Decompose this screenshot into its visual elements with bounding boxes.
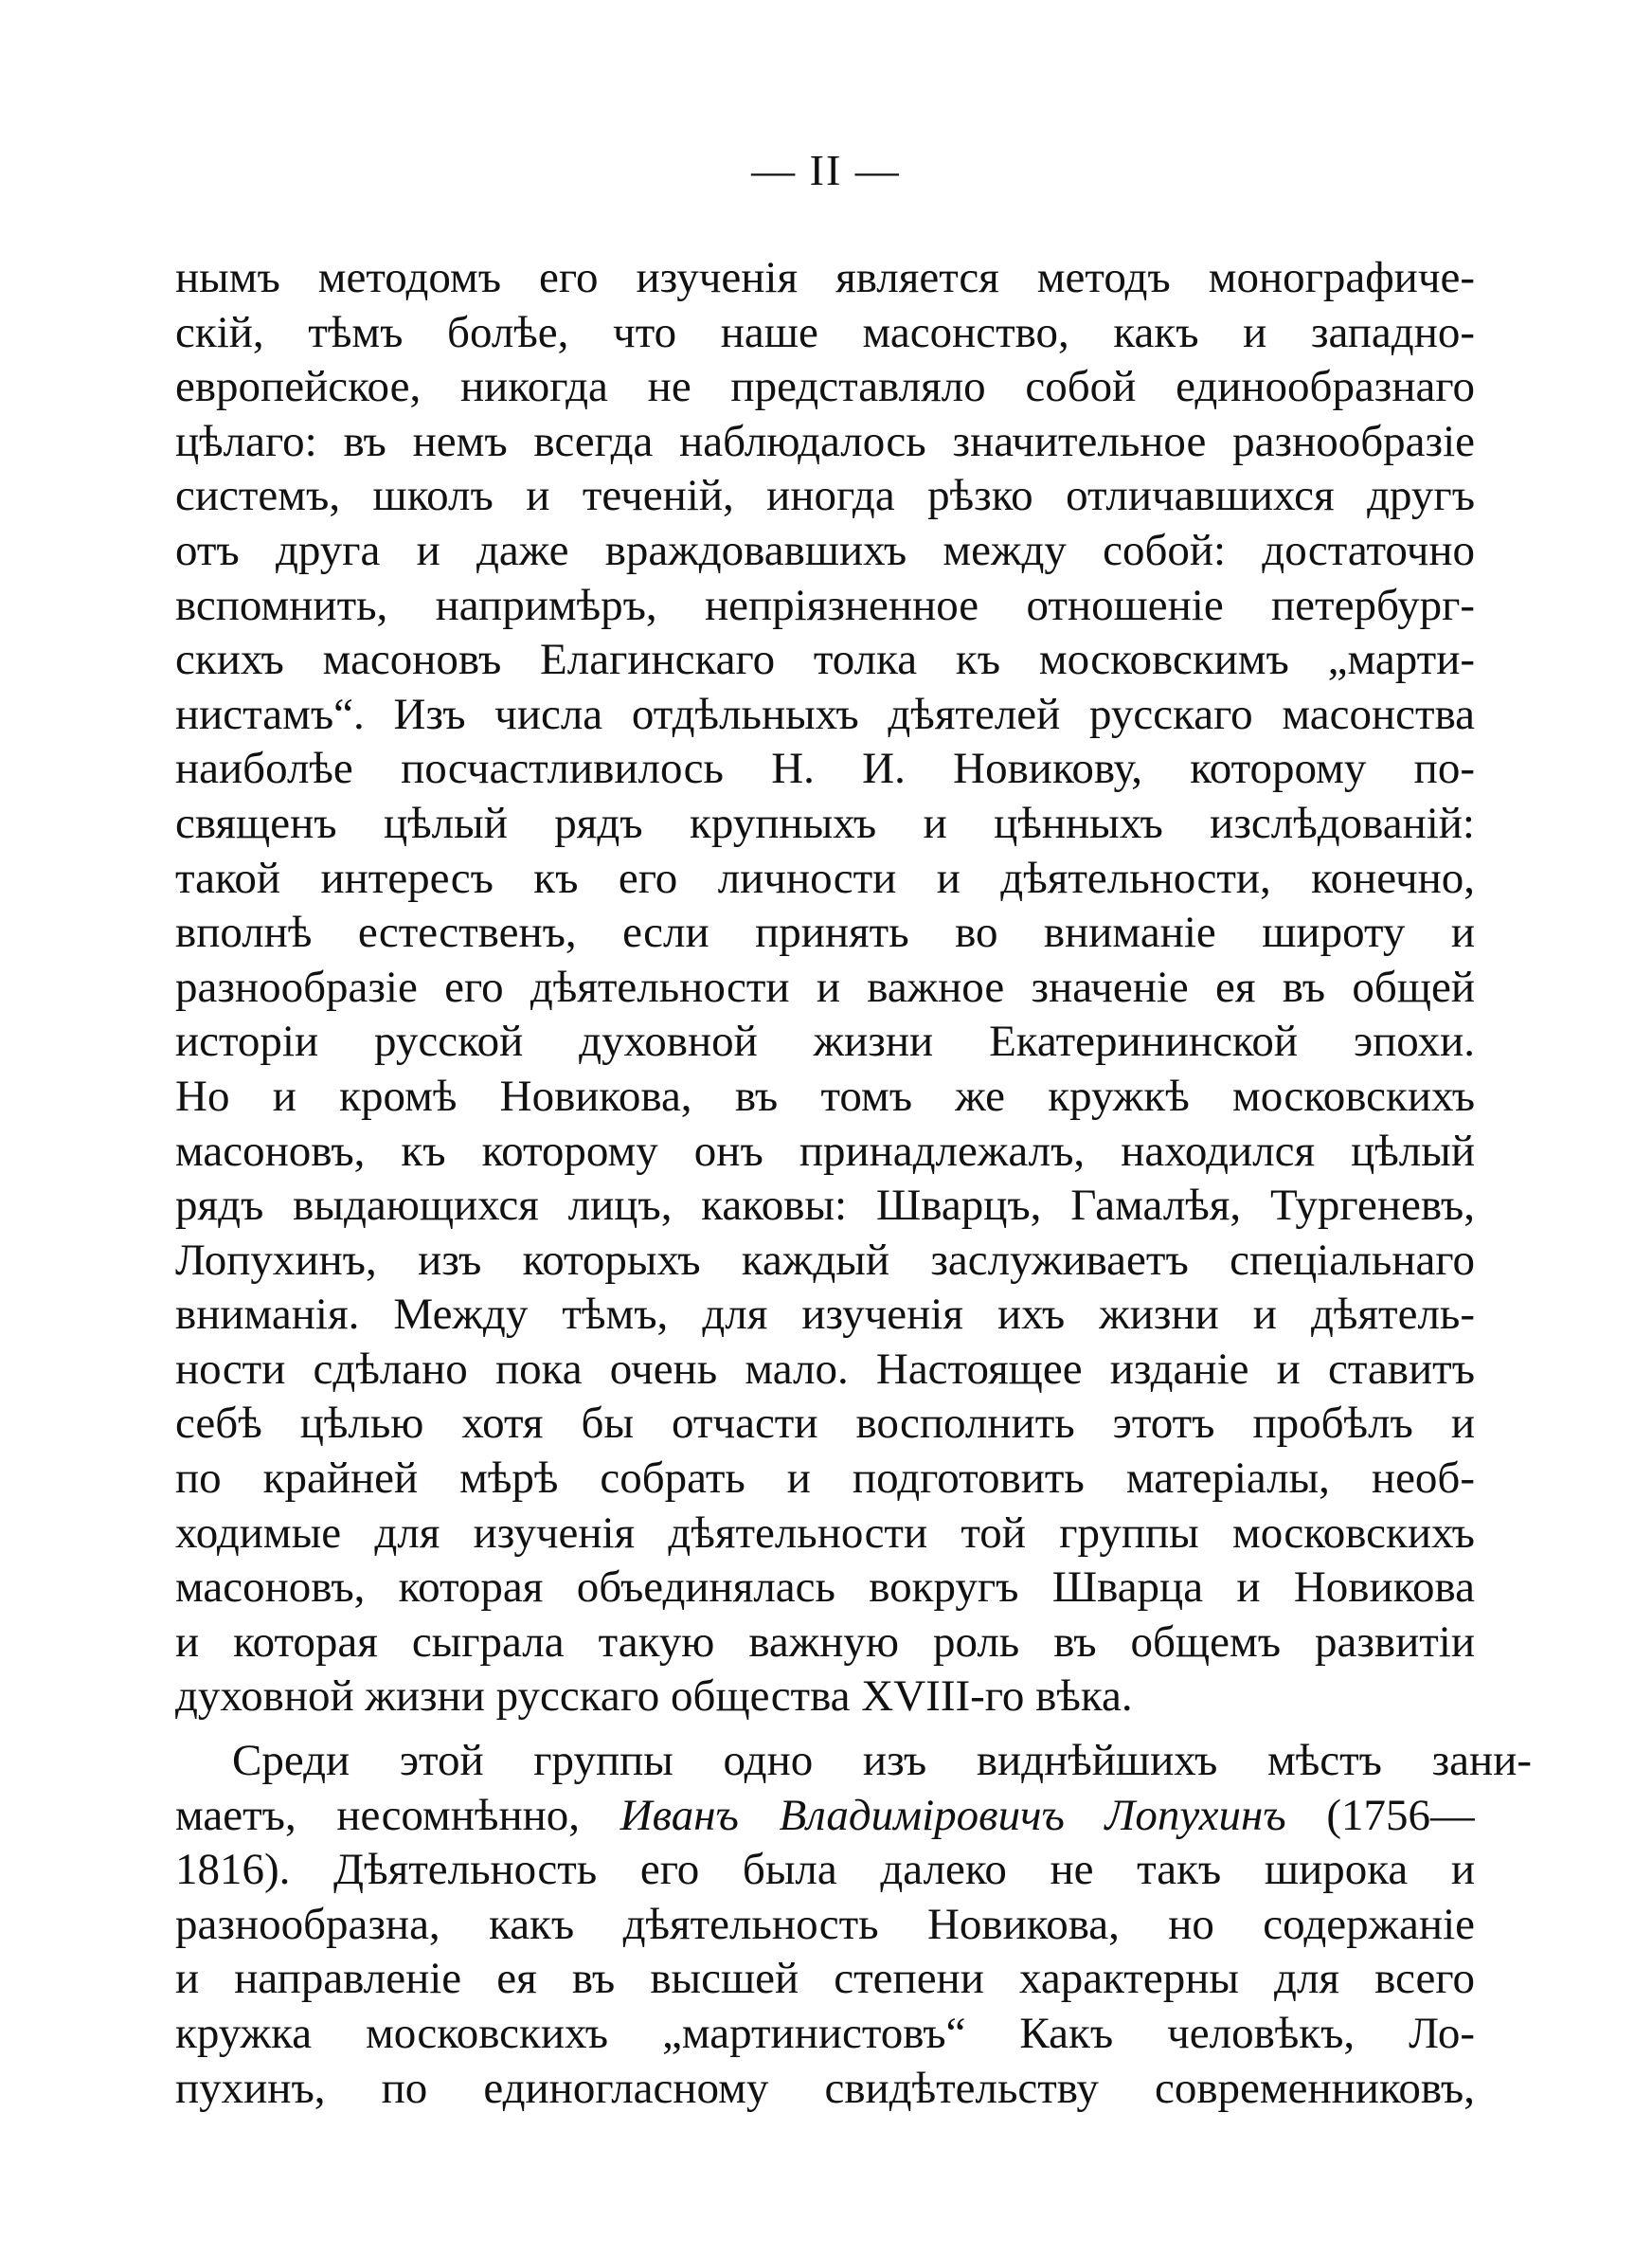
text-line: пухинъ, по единогласному свидѣтельству современниковъ, bbox=[175, 2063, 1475, 2113]
text-line: нистамъ“. Изъ числа отдѣльныхъ дѣятелей русскаго масонства bbox=[175, 689, 1475, 739]
text-line: вполнѣ естественъ, если принять во вниманіе широту и bbox=[175, 908, 1475, 958]
text-line: наиболѣе посчастливилось Н. И. Новикову, которому по- bbox=[175, 744, 1475, 794]
text-line: системъ, школъ и теченій, иногда рѣзко отличавшихся другъ bbox=[175, 471, 1475, 521]
text-segment: маетъ, несомнѣнно, bbox=[175, 1790, 620, 1840]
text-segment: (1756— bbox=[1285, 1790, 1475, 1840]
text-line: ности сдѣлано пока очень мало. Настоящее изданіе и ставитъ bbox=[175, 1344, 1475, 1394]
text-line: Лопухинъ, изъ которыхъ каждый заслуживаетъ спеціальнаго bbox=[175, 1235, 1475, 1285]
paragraph-1 bbox=[175, 251, 1475, 1724]
paragraph-2 bbox=[175, 1734, 1532, 2116]
text-line: Но и кромѣ Новикова, въ томъ же кружкѣ московскихъ bbox=[175, 1071, 1475, 1121]
page-number: — II — bbox=[751, 146, 901, 194]
text-line: вниманія. Между тѣмъ, для изученія ихъ жизни и дѣятель- bbox=[175, 1290, 1475, 1340]
text-line: европейское, никогда не представляло собой единообразнаго bbox=[175, 362, 1475, 412]
text-line: 1816). Дѣятельность его была далеко не такъ широка и bbox=[175, 1845, 1475, 1895]
text-line bbox=[175, 1789, 1475, 1844]
text-line: масоновъ, которая объединялась вокругъ Шварца и Новикова bbox=[175, 1562, 1475, 1613]
text-line: Среди этой группы одно изъ виднѣйшихъ мѣстъ зани- bbox=[232, 1736, 1532, 1786]
text-line: по крайней мѣрѣ собрать и подготовить матеріалы, необ- bbox=[175, 1454, 1475, 1504]
body-text bbox=[175, 251, 1532, 2116]
text-line: цѣлаго: въ немъ всегда наблюдалось значительное разнообразіе bbox=[175, 416, 1475, 466]
text-line: ходимые для изученія дѣятельности той группы московскихъ bbox=[175, 1508, 1475, 1558]
text-line: масоновъ, къ которому онъ принадлежалъ, находился цѣлый bbox=[175, 1126, 1475, 1176]
text-line: исторіи русской духовной жизни Екатерининской эпохи. bbox=[175, 1017, 1475, 1067]
text-line: нымъ методомъ его изученія является методъ монографиче- bbox=[175, 253, 1475, 302]
text-line: вспомнить, напримѣръ, непріязненное отношеніе петербург- bbox=[175, 580, 1475, 630]
text-line: скихъ масоновъ Елагинскаго толка къ московскимъ „марти- bbox=[175, 635, 1475, 685]
text-line: и которая сыграла такую важную роль въ общемъ развитіи bbox=[175, 1616, 1475, 1667]
paragraph-gap bbox=[175, 1724, 1475, 1734]
text-line: священъ цѣлый рядъ крупныхъ и цѣнныхъ изслѣдованій: bbox=[175, 798, 1475, 848]
text-line: отъ друга и даже враждовавшихъ между собой: достаточно bbox=[175, 525, 1475, 575]
text-line: кружка московскихъ „мартинистовъ“ Какъ человѣкъ, Ло- bbox=[175, 2009, 1475, 2058]
text-line: и направленіе ея въ высшей степени характерны для всего bbox=[175, 1954, 1475, 2004]
text-line: скій, тѣмъ болѣе, что наше масонство, какъ и западно- bbox=[175, 307, 1475, 357]
text-line: разнообразна, какъ дѣятельность Новикова, но содержаніе bbox=[175, 1899, 1475, 1949]
text-line: духовной жизни русскаго общества XVIII-го вѣка. bbox=[175, 1671, 1133, 1722]
text-line: рядъ выдающихся лицъ, каковы: Шварцъ, Гамалѣя, Тургеневъ, bbox=[175, 1181, 1475, 1231]
text-line: разнообразіе его дѣятельности и важное значеніе ея въ общей bbox=[175, 962, 1475, 1012]
text-line: такой интересъ къ его личности и дѣятельности, конечно, bbox=[175, 853, 1475, 903]
person-name: Иванъ Владиміровичъ Лопухинъ bbox=[620, 1790, 1286, 1840]
text-line: себѣ цѣлью хотя бы отчасти восполнить этотъ пробѣлъ и bbox=[175, 1399, 1475, 1449]
